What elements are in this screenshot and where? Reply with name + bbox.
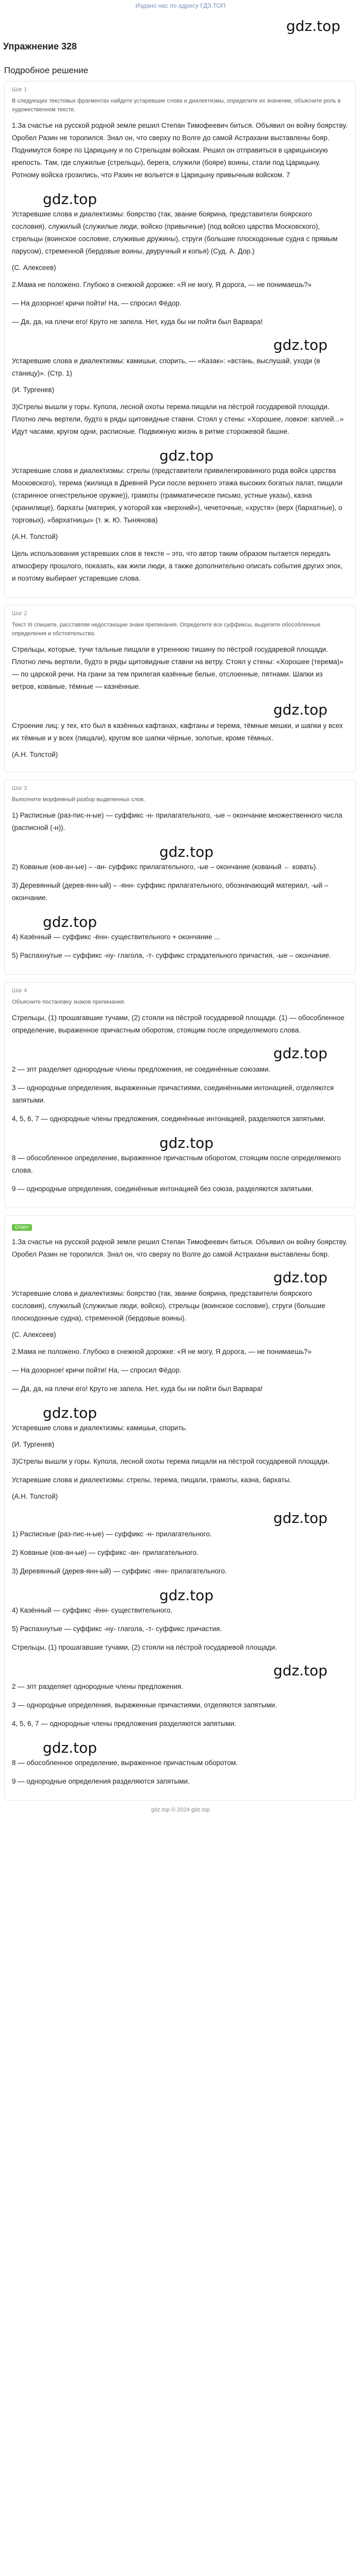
step-4-paragraph: Стрельцы, (1) прошагавшие тучами, (2) стояли на пёстрой государевой площади. (1) — обособленное определение, выраженное причастным оборотом, стоящим после определяемого слова.: [12, 1014, 344, 1034]
step-2-card: [4, 605, 356, 772]
answer-paragraph: 2.Мама не положено. Глубоко в снежной дорожке: «Я не могу, Я дорога, — не понимаешь?»: [12, 1348, 312, 1355]
watermark-row: [12, 1736, 348, 1757]
watermark: gdz.top: [273, 1662, 327, 1679]
step-4-paragraph: 3 — однородные определения, выраженные причастиями, соединёнными интонацией, отделяются запятыми.: [12, 1084, 334, 1104]
page-title: Упражнение 328: [3, 41, 77, 52]
watermark: gdz.top: [159, 1134, 214, 1151]
step-1-paragraph: — Да, да, на плечи его! Круто не запела. Нет, куда бы ни пойти был Варвара!: [12, 318, 263, 326]
step-4-paragraph: 2 — зпт разделяет однородные члены предложения, не соединённые союзами.: [12, 1065, 271, 1073]
answer-paragraph: 1) Расписные (раз-пис-н-ые) — суффикс -н- прилагательного.: [12, 1530, 212, 1538]
watermark-row: [12, 1267, 348, 1287]
watermark: gdz.top: [43, 191, 97, 208]
answer-paragraph: 3 — однородные определения, выраженные причастиями, отделяются запятыми.: [12, 1701, 277, 1709]
watermark-row: [12, 334, 348, 355]
step-1-task: В следующих текстовых фрагментах найдите устаревшие слова и диалектизмы, определите их значение, объясните роль в художественном тексте.: [12, 98, 341, 113]
watermark: gdz.top: [43, 1404, 97, 1421]
step-4-label: Шаг 4: [12, 988, 27, 994]
answer-author: (И. Тургенев): [12, 1440, 55, 1448]
step-1-paragraph: Устаревшие слова и диалектизмы: стрелы (представители привилегированного рода войск царства Московского), терема (жилища в Древней Руси после верхнего этажа высоких богатых палат, пищали (старинное огнестрельное оружие)), грамоты (грамматическое письмо, устные указы), казна (хранилище), бархаты (материя, у которой как «верхний»), чечеточные, «хрустя» (верх (бархатные), о торговых), «бархатницы» (т. ж. Ю. Тынянова): [12, 467, 343, 524]
watermark: gdz.top: [159, 843, 214, 860]
answer-paragraph: Устаревшие слова и диалектизмы: камишьи, спорить.: [12, 1424, 187, 1432]
answer-card: [4, 1215, 356, 1801]
watermark-row: [12, 1660, 348, 1681]
step-2-paragraph: Строение лиц: у тех, кто был в казённых кафтанах, кафтаны и терема, тёмные мешки, и шапки у всех их тёмные и у всех (пищали), кругом все шапки чёрные, золотые, кроме тёмных.: [12, 722, 343, 742]
watermark-row: [12, 1131, 348, 1152]
step-1-author: (С. Алексеев): [12, 264, 56, 272]
step-1-paragraph: 1.За счастье на русской родной земле решил Степан Тимофеевич биться. Объявил он войну боярству. Оробел Разин не торопился. Знал он, что сверху по Волге до самой Астрахани выставлены бояр. Поднимутся бояре по Царицыну и по Стрельцам войскам. Решил он отправиться в царицынскую крепость. Там, где служилые (стрельцы), берега, служили (бояре) воины, стали под Царицыну. Ротному войска грозились, что Разин не вольется в Царицыну привычным войском. 7: [12, 122, 348, 179]
step-3-task: Выполните морфемный разбор выделенных слов.: [12, 796, 145, 803]
watermark: gdz.top: [159, 1587, 214, 1604]
watermark-row: [12, 188, 348, 208]
step-2-label: Шаг 2: [12, 611, 27, 617]
step-4-paragraph: 9 — однородные определения, соединённые интонацией без союза, разделяются запятыми.: [12, 1185, 314, 1193]
step-3-paragraph: 5) Распахнутые — суффикс -ну- глагола, -т- суффикс страдательного причастия, -ые – окончание.: [12, 952, 331, 959]
step-1-label: Шаг 1: [12, 87, 27, 93]
answer-author: (А.Н. Толстой): [12, 1493, 58, 1500]
step-4-paragraph: 8 — обособленное определение, выраженное причастным оборотом, стоящим после определяемого слова.: [12, 1154, 341, 1174]
answer-paragraph: 3)Стрелы вышли у горы. Купола, лесной охоты терема пищали на пёстрой государевой площади.: [12, 1458, 330, 1465]
step-3-paragraph: 1) Расписные (раз-пис-н-ые) — суффикс -н- прилагательного, -ые – окончание множественного числа (расписной (-н)).: [12, 811, 342, 832]
watermark-row: [12, 840, 348, 861]
step-3-paragraph: 2) Кованые (ков-ан-ые) – -ан- суффикс прилагательного, -ые – окончание (кованый ← ковать).: [12, 863, 318, 871]
step-1-paragraph: Устаревшие слова и диалектизмы: боярство (так, звание боярина, представители боярского сословия), служилый (служилые люди, войско (привычные) (под войско царства Московского), стрельцы (воинское сословие, служивые дружины), струги (большие плоскодонные судна с прямым парусом), стременной (бердовые воины, двуручный и копья) (Суд. А. Дор.): [12, 210, 338, 255]
step-3-paragraph: 4) Казённый — суффикс -ённ- существительного + окончание ...: [12, 933, 220, 941]
step-1-paragraph: — На дозорное! кричи пойти! На, — спросил Фёдор.: [12, 299, 182, 307]
watermark: gdz.top: [43, 1739, 97, 1756]
watermark: gdz.top: [273, 336, 327, 353]
step-1-card: [4, 81, 356, 598]
watermark: gdz.top: [273, 1045, 327, 1062]
watermark: gdz.top: [273, 1269, 327, 1286]
watermark: gdz.top: [273, 701, 327, 718]
step-1-paragraph: 3)Стрелы вышли у горы. Купола, лесной охоты терема пищали на пёстрой государевой площади. Плотно лечь вертели, будто в ряды щитовидные ставни. Стоял у стены: «Хорошее, ловкое: каплей...» Идут часами, кругом одни, расписные. Подвижную жизнь в ритме сторожевой башне.: [12, 403, 344, 435]
watermark: gdz.top: [286, 18, 340, 35]
answer-badge: Ответ: [12, 1224, 32, 1231]
watermark: gdz.top: [43, 913, 97, 930]
watermark-row: [0, 15, 361, 36]
watermark: gdz.top: [159, 447, 214, 464]
step-1-paragraph: 2.Мама не положено. Глубоко в снежной дорожке: «Я не могу, Я дорога, — не понимаешь?»: [12, 281, 312, 289]
top-banner-link[interactable]: Издано нас по адресу ГДЗ.ТОП: [135, 2, 226, 9]
watermark-row: [12, 1507, 348, 1528]
page-subtitle: Подробное решение: [4, 65, 89, 75]
step-1-paragraph: Устаревшие слова и диалектизмы: камишьи, спорить, — «Казак»: «встань, выслушай, уходи (в станицу)». (Стр. 1): [12, 357, 320, 377]
answer-paragraph: 4) Казённый — суффикс -ённ- существительного.: [12, 1606, 173, 1614]
watermark: gdz.top: [273, 1510, 327, 1527]
top-banner: [0, 0, 361, 15]
answer-paragraph: Стрельцы, (1) прошагавшие тучами, (2) стояли на пёстрой государевой площади.: [12, 1643, 277, 1651]
step-4-card: [4, 982, 356, 1208]
answer-author: (С. Алексеев): [12, 1331, 56, 1338]
step-4-paragraph: 4, 5, 6, 7 — однородные члены предложения, соединённые интонацией, разделяются запятыми.: [12, 1115, 326, 1123]
answer-paragraph: — На дозорное! кричи пойти! На, — спросил Фёдор.: [12, 1366, 182, 1374]
step-3-card: [4, 779, 356, 975]
answer-paragraph: 2 — зпт разделяет однородные члены предложения.: [12, 1683, 184, 1690]
step-2-paragraph: Стрельцы, которые, тучи тальные пищали в утреннюю тишину по пёстрой государевой площади. Плотно лечь вертели, будто в ряды щитовидные ставни на ветру. Стоял у стены: «Хорошее (терема)» — по царской речи. На грани за тем прилегая казённые белые, отслоенные, пятнами. Шапки из ветров, кованые, тёмные — казнённые.: [12, 646, 343, 690]
answer-paragraph: Устаревшие слова и диалектизмы: боярство (так, звание боярина, представители боярского сословия), служилый (служилые люди, войско), стрельцы (воинское сословие), струги (большие плоскодонные судна), стременной (бердовые воины).: [12, 1290, 325, 1322]
answer-paragraph: 2) Кованые (ков-ан-ые) — суффикс -ан- прилагательного.: [12, 1549, 199, 1556]
answer-paragraph: 5) Распахнутые — суффикс -ну- глагола, -т- суффикс причастия.: [12, 1625, 222, 1633]
watermark-row: [12, 1584, 348, 1604]
step-3-label: Шаг 3: [12, 785, 27, 791]
answer-paragraph: — Да, да, на плечи его! Круто не запела. Нет, куда бы ни пойти был Варвара!: [12, 1385, 263, 1393]
answer-paragraph: 1.За счастье на русской родной земле решил Степан Тимофеевич биться. Объявил он войну боярству. Оробел Разин не торопился. Знал он, что сверху по Волге до самой Астрахани выставлены бояр.: [12, 1238, 348, 1258]
watermark-row: [12, 1401, 348, 1422]
answer-paragraph: Устаревшие слова и диалектизмы: стрелы, терема, пищали, грамоты, казна, бархаты.: [12, 1476, 291, 1484]
footer: gdz.top © 2024 gdz.top: [151, 1807, 210, 1813]
step-1-author: (А.Н. Толстой): [12, 533, 58, 540]
step-2-task: Текст III спишите, расставляя недостающие знаки препинания. Определите все суффиксы, выделите обособленные определения и обстоятельства.: [12, 622, 321, 637]
step-3-paragraph: 3) Деревянный (дерев-янн-ый) – -янн- суффикс прилагательного, обозначающий материал, -ый – окончание.: [12, 882, 329, 902]
answer-paragraph: 4, 5, 6, 7 — однородные члены предложения разделяются запятыми.: [12, 1720, 237, 1727]
watermark-row: [12, 1043, 348, 1063]
step-1-author: (И. Тургенев): [12, 386, 55, 394]
step-4-task: Объясните постановку знаков препинания.: [12, 999, 126, 1005]
step-2-author: (А.Н. Толстой): [12, 751, 58, 758]
watermark-row: [12, 699, 348, 720]
answer-paragraph: 3) Деревянный (дерев-янн-ый) — суффикс -янн- прилагательного.: [12, 1567, 227, 1575]
answer-paragraph: 8 — обособленное определение, выраженное причастным оборотом.: [12, 1759, 238, 1767]
watermark-row: [12, 910, 348, 931]
answer-paragraph: 9 — однородные определения разделяются запятыми.: [12, 1777, 190, 1785]
watermark-row: [12, 444, 348, 465]
step-1-paragraph: Цель использования устаревших слов в тексте – это, что автор таким образом пытается передать атмосферу прошлого, показать, как жили люди, а также дополнительно описать события других эпох, и поэтому выбирает устаревшие слова.: [12, 550, 343, 582]
